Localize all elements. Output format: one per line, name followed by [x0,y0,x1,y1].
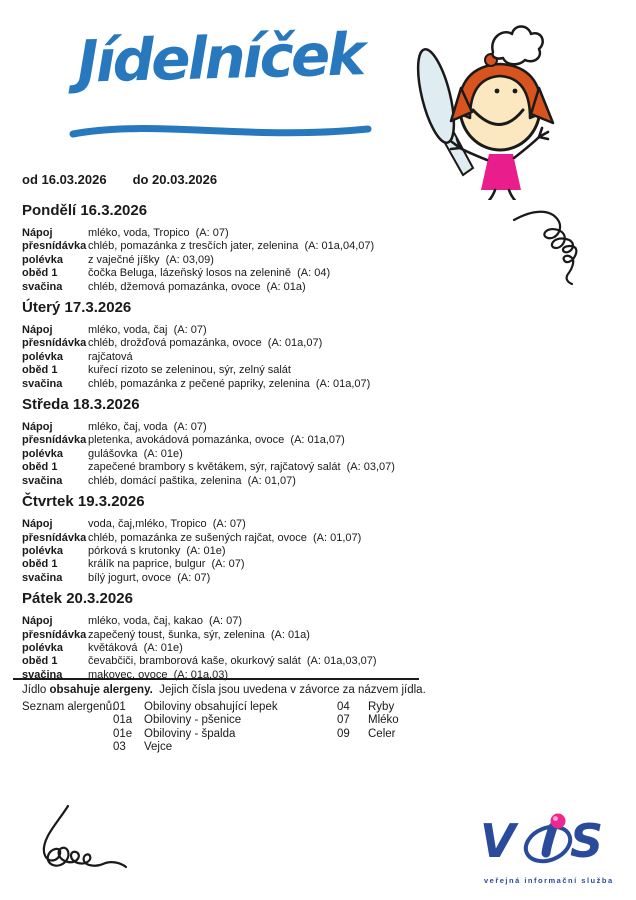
allergen-name: Obiloviny obsahující lepek [144,701,278,713]
signature-left [22,804,130,888]
meal-value: čevabčiči, bramborová kaše, okurkový salát (A: 01a,03,07) [88,655,377,668]
meal-row [22,227,512,240]
meal-label: polévka [22,350,63,363]
meal-label: přesnídávka [22,337,87,350]
vis-tagline: veřejná informační služba [484,876,614,885]
allergen-item [113,714,278,727]
meal-label: oběd 1 [22,461,58,474]
date-from: od 16.03.2026 [22,172,107,187]
meal-row [22,558,512,571]
allergen-code: 04 [337,701,350,713]
allergen-note [22,684,426,696]
cook-girl-illustration [415,18,565,200]
meal-row [22,669,512,682]
meal-label: přesnídávka [22,531,87,544]
meal-value: chléb, drožďová pomazánka, ovoce (A: 01a,07) [88,337,323,350]
meal-row [22,475,512,488]
allergen-code: 01e [113,727,133,740]
meal-label: přesnídávka [22,240,87,253]
meal-row [22,434,512,447]
meal-row [22,629,512,642]
meal-row [22,324,512,337]
allergen-item [113,741,278,754]
meal-label: polévka [22,253,63,266]
meal-label: Nápoj [22,421,53,434]
meal-label: polévka [22,447,63,460]
meal-row [22,461,512,474]
day-title: Pondělí 16.3.2026 [22,202,148,219]
meal-row [22,518,512,531]
allergen-name: Ryby [368,701,395,713]
meal-value: zapečené brambory s květákem, sýr, rajčatový salát (A: 03,07) [88,461,395,474]
meal-value: mléko, voda, Tropico (A: 07) [88,227,229,239]
meal-label: svačina [22,377,63,390]
signature-right [512,206,612,291]
meal-value: chléb, domácí paštika, zelenina (A: 01,07) [88,474,296,487]
meal-label: oběd 1 [22,267,58,280]
meal-label: svačina [22,668,63,681]
allergen-column-1 [113,701,278,755]
meal-label: svačina [22,474,63,487]
meal-label: Nápoj [22,324,53,337]
vis-logo [478,812,628,885]
allergen-list-label: Seznam alergenů: [22,701,116,713]
title-underline-swoosh [68,116,374,146]
allergen-item [337,728,399,741]
day-section-wednesday [22,395,512,488]
allergen-item [113,701,278,714]
meal-row [22,240,512,253]
meal-label: přesnídávka [22,434,87,447]
meal-row [22,254,512,267]
meal-value: králík na paprice, bulgur (A: 07) [88,558,245,571]
meal-value: chléb, pomazánka ze sušených rajčat, ovoce (A: 01,07) [88,531,362,544]
allergen-note-rest: Jejich čísla jsou uvedena v závorce za názvem jídla. [152,684,426,696]
meal-row [22,545,512,558]
meal-label: oběd 1 [22,364,58,377]
meal-label: polévka [22,544,63,557]
meal-label: přesnídávka [22,628,87,641]
meal-row [22,281,512,294]
meal-row [22,572,512,585]
allergen-item [113,728,278,741]
meal-row [22,421,512,434]
vis-letter-v: V [480,814,516,866]
day-title: Čtvrtek 19.3.2026 [22,493,145,511]
meal-row [22,364,512,377]
meal-row [22,615,512,628]
meal-value: rajčatová [88,350,133,363]
meal-label: oběd 1 [22,558,58,571]
vis-letter-s: S [570,814,604,866]
vis-logo-mark [478,812,628,866]
meal-value: čočka Beluga, lázeňský losos na zelenině (A: 04) [88,267,331,280]
meal-value: pórková s krutonky (A: 01e) [88,544,226,557]
meal-label: oběd 1 [22,655,58,668]
meal-label: svačina [22,571,63,584]
allergen-code: 09 [337,727,350,740]
meal-row [22,448,512,461]
meal-label: Nápoj [22,518,53,531]
day-section-friday [22,589,512,682]
allergen-column-2 [337,701,399,741]
allergen-item [337,714,399,727]
allergen-name: Mléko [368,714,399,727]
allergen-code: 07 [337,714,350,727]
meal-value: zapečený toust, šunka, sýr, zelenina (A: 01a) [88,628,310,641]
meal-value: chléb, pomazánka z tresčích jater, zelenina (A: 01a,04,07) [88,240,375,253]
week-menu [22,201,512,686]
meal-row [22,532,512,545]
day-title: Středa 18.3.2026 [22,396,140,414]
allergen-item [337,701,399,714]
allergen-name: Vejce [144,741,173,754]
day-section-thursday [22,492,512,585]
meal-value: voda, čaj,mléko, Tropico (A: 07) [88,518,246,531]
date-to: do 20.03.2026 [132,172,218,187]
meal-row [22,642,512,655]
meal-label: polévka [22,641,63,654]
meal-value: z vaječné jíšky (A: 03,09) [88,253,214,266]
meal-value: bílý jogurt, ovoce (A: 07) [88,571,211,584]
meal-value: chléb, džemová pomazánka, ovoce (A: 01a) [88,280,306,293]
meal-row [22,267,512,280]
allergen-name: Celer [368,727,396,740]
day-title: Pátek 20.3.2026 [22,590,133,608]
date-range [22,172,217,187]
meal-value: gulášovka (A: 01e) [88,447,183,460]
meal-value: mléko, voda, čaj (A: 07) [88,324,207,337]
meal-row [22,337,512,350]
allergen-code: 01a [113,714,133,727]
allergen-note-prefix: Jídlo [22,684,50,696]
allergen-code: 01 [113,701,126,713]
meal-label: Nápoj [22,227,53,239]
meal-label: Nápoj [22,615,53,628]
day-section-tuesday [22,298,512,391]
meal-value: mléko, čaj, voda (A: 07) [88,421,207,434]
meal-label: svačina [22,280,63,293]
meal-row [22,351,512,364]
allergen-name: Obiloviny - pšenice [144,714,242,727]
allergen-name: Obiloviny - špalda [144,727,236,740]
allergen-divider [13,678,419,680]
meal-value: makovec, ovoce (A: 01a,03) [88,668,229,681]
meal-row [22,655,512,668]
meal-row [22,378,512,391]
meal-value: chléb, pomazánka z pečené papriky, zelenina (A: 01a,07) [88,377,371,390]
page-title: Jídelníček [76,20,364,96]
allergen-code: 03 [113,741,126,754]
meal-value: kuřecí rizoto se zeleninou, sýr, zelný salát [88,364,291,377]
meal-value: pletenka, avokádová pomazánka, ovoce (A: 01a,07) [88,434,345,447]
meal-value: květáková (A: 01e) [88,641,183,654]
vis-pink-dot [551,814,566,829]
allergen-note-bold: obsahuje alergeny. [49,684,153,696]
meal-value: mléko, voda, čaj, kakao (A: 07) [88,615,243,628]
day-title: Úterý 17.3.2026 [22,299,132,317]
day-section-monday [22,201,512,294]
